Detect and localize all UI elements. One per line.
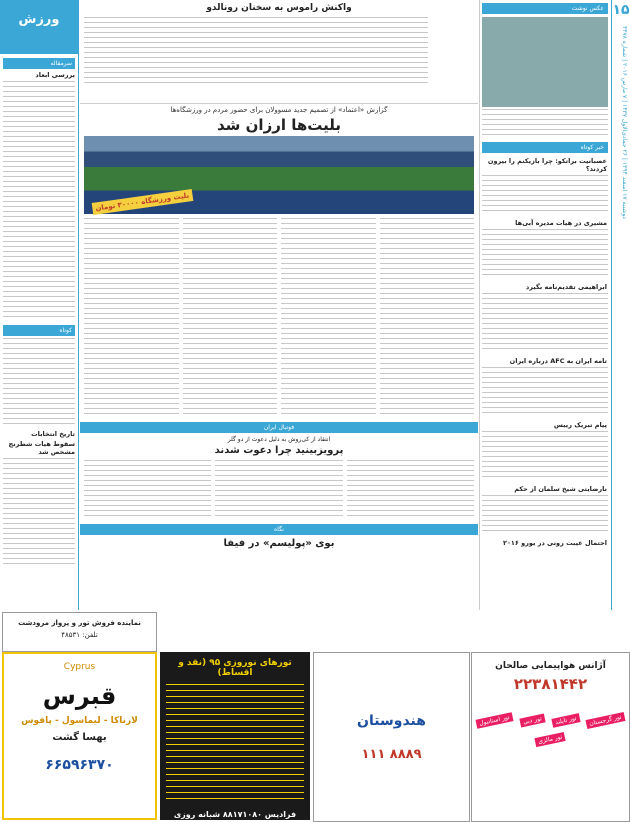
cyprus-title: قبرس [42,682,117,710]
right-column [479,0,610,610]
text-body [482,431,608,481]
tour-tag: تور دبی [519,714,545,728]
hindu-phone: ۸۸۸۹ ۱۱۱ [361,747,422,762]
brief-headline: احتمال غیبت رونی در یورو ۲۰۱۶ [503,539,607,547]
tour-title: تورهای نوروزی ۹۵ (نقد و اقساط) [178,658,292,678]
right-box-title: خبر کوتاه [482,142,608,153]
tour-tag: تور تایلند [551,713,580,728]
lead-kicker: گزارش «اعتماد» از تصمیم جدید مسوولان برای حضور مردم در ورزشگاه‌ها [170,106,388,114]
cyprus-phone: ۶۶۵۹۶۳۷۰ [45,757,114,773]
ad-phone: تلفن: ۴۸۵۳۱ [61,631,98,639]
lead-headline: بلیت‌ها ارزان شد [216,116,341,134]
text-body [3,458,75,568]
ad-marvdasht [2,612,157,652]
cyprus-cities: لارناکا - لیماسول - پافوس [21,716,138,726]
left-column [0,0,79,610]
left-box-headline: بررسی ابعاد [35,71,75,79]
mid-columns [84,460,474,520]
mid-kicker: انتقاد از کی‌روش به دلیل دعوت از دو گلر [227,436,331,443]
text-body [482,229,608,279]
tour-tag: تور گرجستان [586,712,626,729]
page-edge-strip [611,0,630,610]
text-body [482,109,608,139]
section-brand [0,0,78,54]
left-box-2 [3,325,75,568]
section-band: فوتبال ایران [80,422,478,433]
ad-nowruz-tours [160,652,310,820]
hindu-brand: هندوستان [357,713,426,729]
brief-headline: ابراهیمی تقدیم‌نامه بگیرد [525,283,607,291]
ticket-stamp: بلیت ورزشگاه ۳۰۰۰۰ تومان [92,189,193,215]
text-body [482,293,608,353]
top-story-body [84,17,428,87]
brief-headline: تامه ایران به AFC درباره ایران [509,357,607,365]
ad-salehan [471,652,630,822]
ad-text: نماینده فروش تور و پرواز مرودشت [18,619,141,627]
date-line: دوشنبه ۱۷ اسفند ۱۳۹۴ | ۲۶ جمادی‌الاول ۱۴۳۷ | ۷ مارس ۲۰۱۶ | شماره ۳۴۷۸ [621,26,628,219]
left-box-title: کوتاه [3,325,75,336]
left-box-headline: تاریخ انتخابات [31,430,75,438]
text-body [3,338,75,428]
text-body [482,175,608,215]
brief-headline: عصبانیت براتکو: چرا بازیکنم را بیرون کردند؟ [487,157,607,173]
left-box-headline: سقوط هیات شطرنج مشخص شد [8,440,75,456]
brief-headline: مشیری در هیات مدیره آبی‌ها [515,219,607,227]
text-column [347,460,474,520]
brief-headline: پیام تبریک رییس [553,421,607,429]
saleh-title: آژانس هواپیمایی صالحان [495,661,606,671]
text-column [215,460,342,520]
saleh-tags [472,707,629,745]
ad-cyprus [2,652,157,820]
top-story [80,3,478,104]
section-band-2: نگاه [80,524,478,535]
text-body [3,81,75,321]
left-box-title: سرمقاله [3,58,75,69]
ad-row [0,652,630,820]
left-box-1 [3,58,75,321]
mid-headline-2: بوی «پولیسم» در فیفا [223,538,335,549]
brief-headline: نارضایتی شیخ سلمان از حکم [514,485,607,493]
main-area [80,0,478,610]
cyprus-logo: Cyprus [63,662,96,672]
cyprus-sub: بهسا گشت [52,732,107,743]
saleh-phone: ۲۲۳۸۱۴۴۲ [513,675,588,693]
top-story-title: واکنش راموس به سخنان رونالدو [206,3,352,13]
tour-tag: تور استانبول [475,712,513,728]
news-photo [482,17,608,107]
mid-headline: پرویزبینید چرا دعوت شدند [214,445,344,456]
page-number: ۱۵ [612,2,630,18]
tour-list [166,684,304,804]
section-name: ورزش [18,12,60,27]
lead-columns [84,218,474,418]
right-box-title: عکس نوشت [482,3,608,14]
stadium-photo [84,136,474,214]
text-column [281,218,376,418]
ad-hindustan [313,652,470,822]
text-column [183,218,278,418]
text-column [380,218,475,418]
text-body [482,495,608,535]
text-column [84,460,211,520]
text-column [84,218,179,418]
tour-phone: فرادیس ۸۸۱۷۱۰۸۰ شبانه روزی [173,810,297,819]
text-body [482,367,608,417]
tour-tag: تور مالزی [535,732,567,747]
